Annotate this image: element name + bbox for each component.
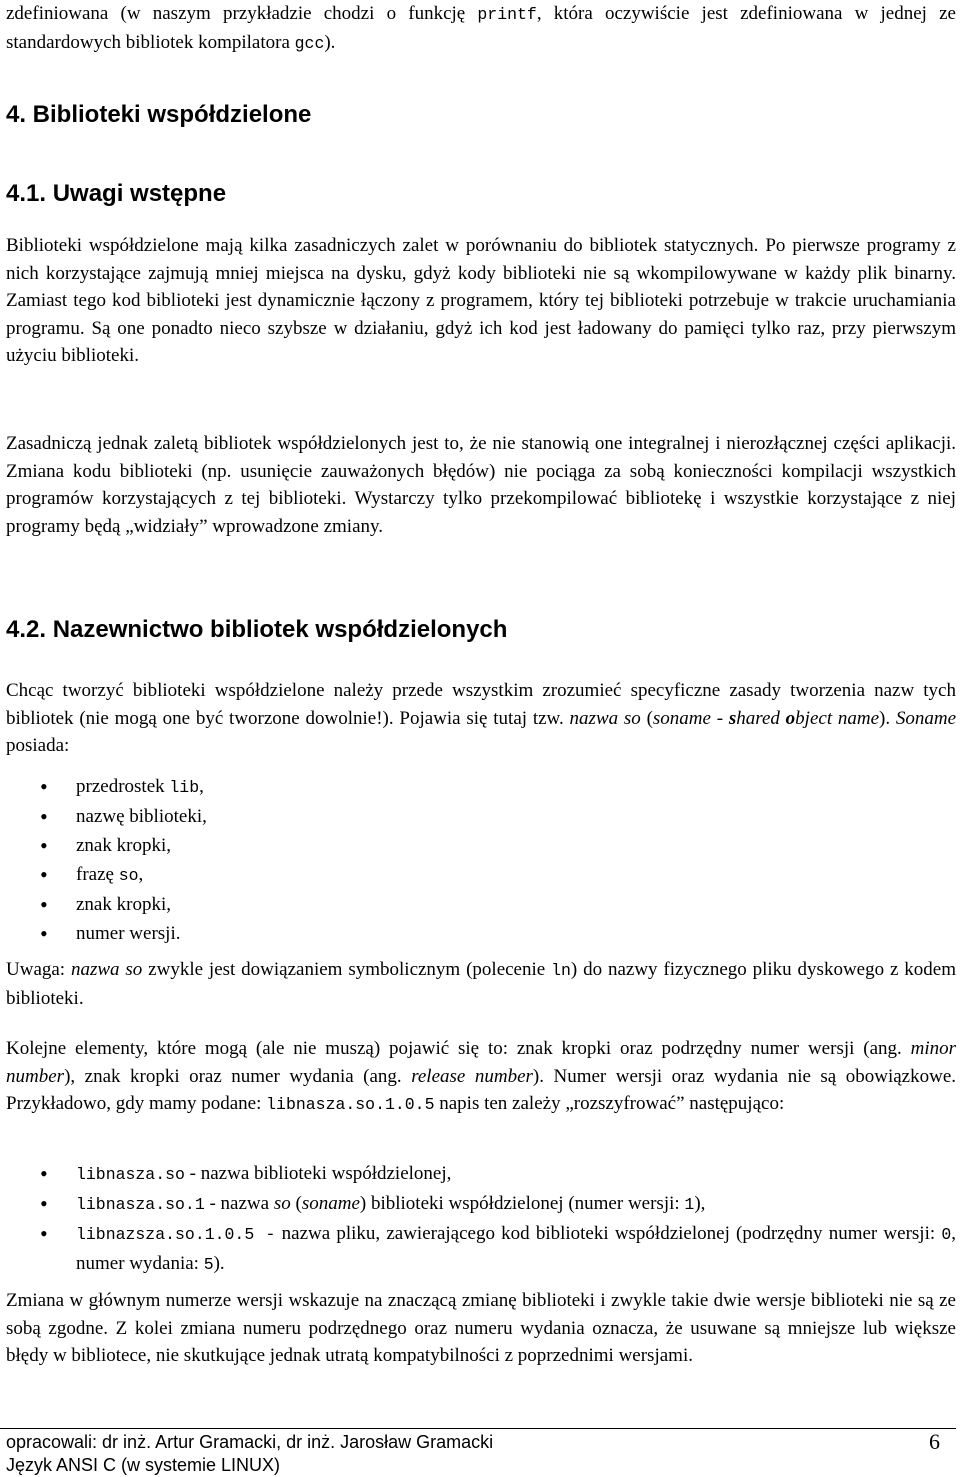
paragraph-version-elements: Kolejne elementy, które mogą (ale nie muszą) pojawić się to: znak kropki oraz podrzędny numer wersji (ang. minor number), znak kropki oraz numer wydania (ang. release number). Numer wersji oraz wydania nie są obowiązkowe. Przykładowo, gdy mamy podane: libnasza.so.1.0.5 napis ten zależy „rozszyfrować” następująco: (6, 1038, 957, 1114)
footer-divider (0, 1428, 956, 1429)
example-decoding-list (6, 1159, 956, 1279)
list-item: • libnazsza.so.1.0.5 - nazwa pliku, zawierającego kod biblioteki współdzielonej (podrzędny numer wersji: 0, numer wydania: 5). (6, 1219, 956, 1279)
list-item: • przedrostek lib, (6, 772, 956, 802)
footer-title: Język ANSI C (w systemie LINUX) (6, 1455, 281, 1475)
list-item: • znak kropki, (6, 890, 956, 919)
paragraph-version-changes: Zmiana w głównym numerze wersji wskazuje na znaczącą zmianę biblioteki i zwykle takie dwie wersje biblioteki nie są ze sobą zgodne. Z kolei zmiana numeru podrzędnego oraz numeru wydania oznacza, że usuwane są mniejsze lub większe błędy w bibliotece, nie skutkujące jednak utratą kompatybilności z poprzednimi wersjami. (6, 1290, 956, 1366)
footer-authors: opracowali: dr inż. Artur Gramacki, dr inż. Jarosław Gramacki (6, 1432, 494, 1452)
paragraph-advantages: Biblioteki współdzielone mają kilka zasadniczych zalet w porównaniu do bibliotek statycznych. Po pierwsze programy z nich korzystające zajmują mniej miejsca na dysku, gdyż kody biblioteki nie są wkompilowywane w każdy plik binarny. Zamiast tego kod biblioteki jest dynamicznie łączony z programem, który tej biblioteki potrzebuje w trakcie uruchamiania programu. Są one ponadto nieco szybsze w działaniu, gdyż ich kod jest ładowany do pamięci tylko raz, przy pierwszym użyciu biblioteki. (6, 235, 956, 366)
list-item: • libnasza.so - nazwa biblioteki współdzielonej, (6, 1159, 956, 1189)
list-item: • frazę so, (6, 860, 956, 890)
section-heading: 4. Biblioteki współdzielone (6, 101, 312, 128)
subsection-heading: 4.1. Uwagi wstępne (6, 180, 227, 207)
list-item: • libnasza.so.1 - nazwa so (soname) biblioteki współdzielonej (numer wersji: 1), (6, 1189, 956, 1219)
list-item: • nazwę biblioteki, (6, 802, 956, 831)
paragraph-main-advantage: Zasadniczą jednak zaletą bibliotek współdzielonych jest to, że nie stanowią one integralnej i nierozłącznej części aplikacji. Zmiana kodu biblioteki (np. usunięcie zauważonych błędów) nie pociąga za sobą konieczności kompilacji wszystkich programów korzystających z tej biblioteki. Wystarczy tylko przekompilować bibliotekę i wszystkie korzystające z niej programy będą „widziały” wprowadzone zmiany. (6, 433, 956, 537)
subsection-heading-naming: 4.2. Nazewnictwo bibliotek współdzielonych (6, 616, 508, 643)
soname-parts-list (6, 772, 956, 948)
list-item: • numer wersji. (6, 919, 956, 948)
paragraph-note: Uwaga: nazwa so zwykle jest dowiązaniem symbolicznym (polecenie ln) do nazwy fizycznego pliku dyskowego z kodem biblioteki. (6, 959, 956, 1009)
paragraph-soname: Chcąc tworzyć biblioteki współdzielone należy przede wszystkim zrozumieć specyficzne zasady tworzenia nazw tych bibliotek (nie mogą one być tworzone dowolnie!). Pojawia się tutaj tzw. nazwa so (soname - shared object name). Soname posiada: (6, 680, 957, 756)
intro-paragraph: zdefiniowana (w naszym przykładzie chodzi o funkcję printf, która oczywiście jest zdefiniowana w jednej ze standardowych bibliotek kompilatora gcc). (6, 3, 956, 53)
page-number: 6 (929, 1429, 940, 1454)
list-item: • znak kropki, (6, 831, 956, 860)
